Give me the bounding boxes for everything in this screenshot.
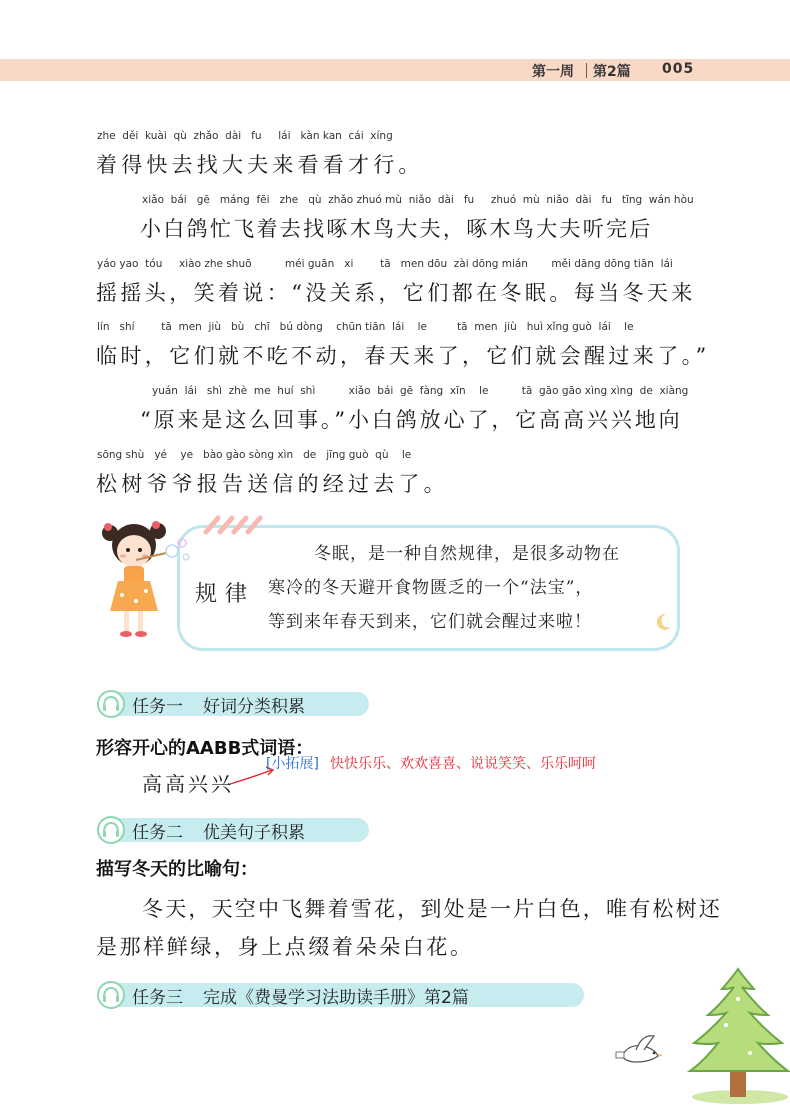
pinyin-line: sōng shù yé ye bào gào sòng xìn de jīng guò qù le [97,449,412,461]
rule-label: 规律 [195,582,256,607]
pinyin-line: xiǎo bái gē máng fēi zhe qù zhǎo zhuó mù niǎo dài fu zhuó mù niǎo dài fu tīng wán hòu [142,194,694,206]
rule-line: 等到来年春天到来，它们就会醒过来啦！ [268,612,592,632]
story-line: 小白鸽忙飞着去找啄木鸟大夫，啄木鸟大夫听完后 [140,217,653,241]
rule-line: 冬眠，是一种自然规律，是很多动物在 [314,544,620,564]
task-label: 任务二 [132,823,183,843]
task-title: 优美句子积累 [203,823,305,843]
story-line: 着得快去找大夫来看看才行。 [96,153,424,177]
simile-line: 是那样鲜绿，身上点缀着朵朵白花。 [96,935,474,959]
aabb-heading: 形容开心的AABB式词语： [96,738,314,759]
task-label: 任务三 [132,988,183,1008]
simile-line: 冬天，天空中飞舞着雪花，到处是一片白色，唯有松树还 [142,897,722,921]
extension-label: [小拓展] [266,756,319,772]
pine-tree-illustration [670,965,790,1105]
simile-heading: 描写冬天的比喻句： [96,859,258,880]
headphones-icon [96,689,126,719]
bird-illustration [614,1030,664,1070]
aabb-example: 高高兴兴 [142,772,234,796]
pinyin-line: yáo yao tóu xiào zhe shuō méi guān xi tā men dōu zài dōng mián měi dāng dōng tiān lái [97,258,673,270]
header-week: 第一周 [532,64,574,80]
extension-words: 快快乐乐、欢欢喜喜、说说笑笑、乐乐呵呵 [330,756,596,772]
task-title: 好词分类积累 [203,697,305,717]
headphones-icon [96,815,126,845]
story-line: 松树爷爷报告送信的经过去了。 [96,472,449,496]
pinyin-line: lín shí tā men jiù bù chī bú dòng chūn tiān lái le tā men jiù huì xǐng guò lái le [97,321,634,333]
girl-illustration [96,515,196,643]
pinyin-line: zhe děi kuài qù zhǎo dài fu lái kàn kan cái xíng [97,130,393,142]
task-title: 完成《费曼学习法助读手册》第2篇 [203,988,469,1008]
story-line: 摇摇头，笑着说：“没关系，它们都在冬眠。每当冬天来 [96,281,696,305]
header-separator [586,63,587,78]
story-line: 临时，它们就不吃不动，春天来了，它们就会醒过来了。” [96,344,710,368]
pinyin-line: yuán lái shì zhè me huí shì xiǎo bái gē fàng xīn le tā gāo gāo xìng xìng de xiàng [152,385,689,397]
page-number: 005 [662,61,695,77]
task-label: 任务一 [132,697,183,717]
headphones-icon [96,980,126,1010]
rule-line: 寒冷的冬天避开食物匮乏的一个“法宝”， [268,578,594,598]
story-line: “原来是这么回事。”小白鸽放心了，它高高兴兴地向 [140,408,683,432]
moon-icon [655,612,673,632]
stripes-decoration [200,512,270,538]
header-lesson: 第2篇 [593,64,631,80]
